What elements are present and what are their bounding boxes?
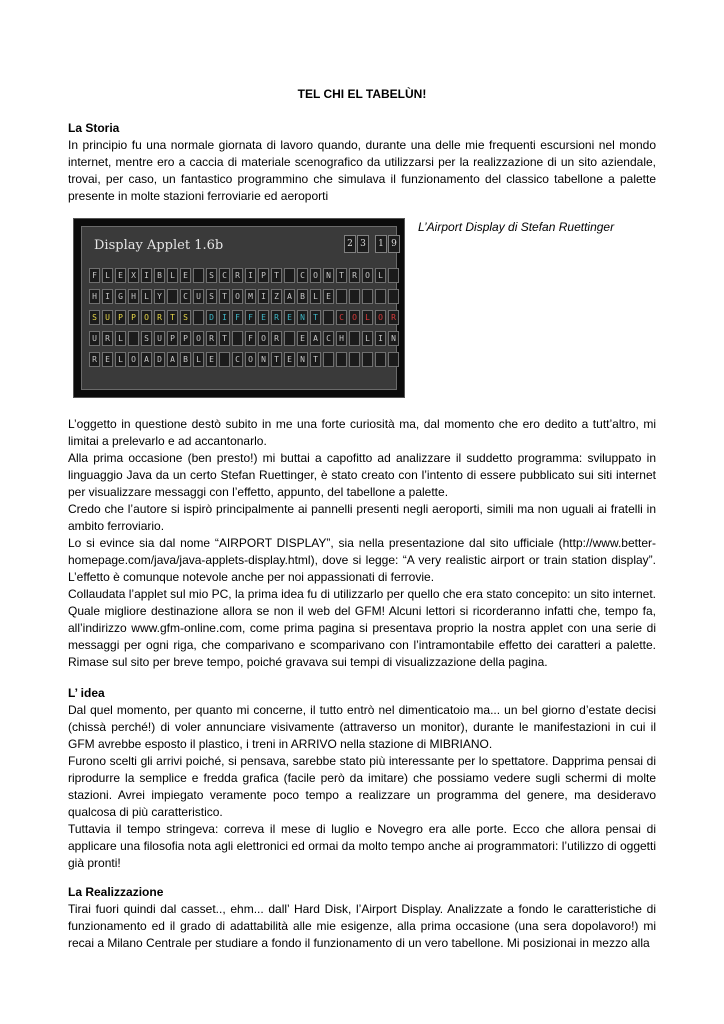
board-row: [89, 331, 401, 348]
flap-board: [89, 268, 401, 373]
flap-cell: E: [206, 352, 217, 367]
clock-digit: 2: [344, 235, 356, 253]
flap-cell: N: [388, 331, 399, 346]
flap-cell: [336, 289, 347, 304]
flap-cell: [362, 289, 373, 304]
section-idea: [68, 685, 656, 872]
flap-cell: T: [167, 310, 178, 325]
flap-cell: N: [297, 310, 308, 325]
flap-cell: B: [180, 352, 191, 367]
clock-digit: 9: [388, 235, 400, 253]
flap-cell: E: [180, 268, 191, 283]
flap-cell: I: [375, 331, 386, 346]
paragraph: Lo si evince sia dal nome “AIRPORT DISPLAY”, sia nella presentazione dal sito ufficiale (http://www.better-homepage.com/java/java-applets-display.html), dove si legge: “A very realistic airport or train station display”. L’effetto è comunque notevole anche per noi appassionati di ferrovie.: [68, 536, 656, 584]
flap-cell: R: [102, 331, 113, 346]
flap-cell: D: [154, 352, 165, 367]
flap-cell: L: [167, 268, 178, 283]
flap-cell: C: [336, 310, 347, 325]
flap-cell: B: [297, 289, 308, 304]
flap-cell: L: [375, 268, 386, 283]
flap-cell: L: [362, 331, 373, 346]
flap-cell: M: [245, 289, 256, 304]
flap-cell: C: [323, 331, 334, 346]
applet-panel: [81, 226, 397, 390]
flap-cell: N: [258, 352, 269, 367]
flap-cell: L: [115, 352, 126, 367]
flap-cell: [167, 289, 178, 304]
flap-cell: D: [206, 310, 217, 325]
flap-cell: [375, 289, 386, 304]
flap-cell: E: [102, 352, 113, 367]
paragraph: Collaudata l’applet sul mio PC, la prima idea fu di utilizzarlo per quello che era stato concepito: un sito internet. Quale migliore destinazione allora se non il web del GFM! Alcuni lettori si ricorderanno infatti che, tempo fa, all’indirizzo www.gfm-online.com, come prima pagina si presentava proprio la nostra applet con una serie di messaggi per ogni riga, che comparivano e scomparivano con l’intramontabile effetto dei caratteri a palette. Rimase sul sito per breve tempo, poiché gravava sui tempi di visualizzazione della pagina.: [68, 587, 656, 669]
flap-cell: T: [271, 268, 282, 283]
flap-cell: F: [245, 310, 256, 325]
flap-cell: F: [232, 310, 243, 325]
flap-cell: O: [193, 331, 204, 346]
flap-cell: O: [258, 331, 269, 346]
flap-cell: A: [141, 352, 152, 367]
flap-cell: T: [310, 352, 321, 367]
flap-cell: [193, 268, 204, 283]
flap-cell: P: [167, 331, 178, 346]
flap-cell: A: [310, 331, 321, 346]
flap-cell: S: [141, 331, 152, 346]
paragraph: Furono scelti gli arrivi poiché, si pensava, sarebbe stato più interessante per lo spettatore. Dapprima pensai di riprodurre la semplice e fredda grafica (facile però da imitare) che possiamo vedere sugli schermi di molte stazioni. Avrei impiegato veramente poco tempo a realizzare un programma del genere, ma desideravo qualcosa di più caratteristico.: [68, 754, 656, 819]
flap-cell: S: [89, 310, 100, 325]
flap-cell: E: [284, 310, 295, 325]
flap-cell: U: [89, 331, 100, 346]
flap-cell: [349, 289, 360, 304]
flap-cell: [362, 352, 373, 367]
document-title: TEL CHI EL TABELÙN!: [297, 87, 427, 101]
heading-idea: L’ idea: [68, 686, 105, 700]
section-realizzazione: [68, 884, 656, 952]
heading-la-realizzazione: La Realizzazione: [68, 885, 164, 899]
board-row: [89, 310, 401, 327]
flap-cell: [375, 352, 386, 367]
flap-cell: R: [89, 352, 100, 367]
flap-cell: L: [141, 289, 152, 304]
flap-cell: O: [232, 289, 243, 304]
flap-cell: O: [128, 352, 139, 367]
flap-cell: [349, 331, 360, 346]
flap-cell: U: [102, 310, 113, 325]
flap-cell: S: [206, 289, 217, 304]
flap-cell: [232, 331, 243, 346]
flap-cell: [284, 331, 295, 346]
flap-cell: N: [297, 352, 308, 367]
flap-cell: G: [115, 289, 126, 304]
flap-cell: A: [167, 352, 178, 367]
flap-cell: [323, 310, 334, 325]
flap-cell: O: [310, 268, 321, 283]
flap-cell: P: [128, 310, 139, 325]
flap-cell: H: [89, 289, 100, 304]
flap-cell: S: [206, 268, 217, 283]
flap-cell: F: [89, 268, 100, 283]
flap-cell: I: [102, 289, 113, 304]
flap-cell: [128, 331, 139, 346]
clock-digit: 1: [375, 235, 387, 253]
flap-cell: P: [115, 310, 126, 325]
flap-cell: P: [180, 331, 191, 346]
flap-cell: R: [349, 268, 360, 283]
flap-cell: [388, 352, 399, 367]
flap-cell: E: [258, 310, 269, 325]
applet-title: Display Applet 1.6b: [94, 238, 224, 253]
flap-cell: R: [154, 310, 165, 325]
flap-cell: I: [219, 310, 230, 325]
paragraph: Tirai fuori quindi dal casset.., ehm... dall’ Hard Disk, l’Airport Display. Analizzate a fondo le caratteristiche di funzionamento ed il grado di adattabilità alle mie esigenze, alla prima occasione (una sera dopolavoro!) mi recai a Milano Centrale per studiare a fondo il funzionamento di un vero tabellone. Mi posizionai in mezzo alla: [68, 902, 656, 950]
flap-cell: N: [323, 268, 334, 283]
clock-digit: 3: [357, 235, 369, 253]
flap-cell: T: [336, 268, 347, 283]
flap-cell: [193, 310, 204, 325]
flap-cell: T: [219, 289, 230, 304]
flap-cell: H: [336, 331, 347, 346]
figure-caption: L’Airport Display di Stefan Ruettinger: [418, 220, 615, 234]
flap-cell: E: [284, 352, 295, 367]
flap-cell: B: [154, 268, 165, 283]
flap-cell: L: [310, 289, 321, 304]
flap-cell: R: [271, 331, 282, 346]
flap-cell: L: [102, 268, 113, 283]
flap-cell: R: [232, 268, 243, 283]
paragraph: Tuttavia il tempo stringeva: correva il mese di luglio e Novegro era alle porte. Ecco che allora pensai di applicare una filosofia nota agli elettronici ed ormai da molto tempo anche ai programmatori: l’utilizzo di oggetti già pronti!: [68, 822, 656, 870]
flap-cell: [349, 352, 360, 367]
flap-cell: H: [128, 289, 139, 304]
applet-clock: [344, 235, 401, 253]
flap-cell: [388, 268, 399, 283]
flap-cell: T: [310, 310, 321, 325]
flap-cell: L: [362, 310, 373, 325]
flap-cell: C: [180, 289, 191, 304]
flap-cell: X: [128, 268, 139, 283]
flap-cell: C: [232, 352, 243, 367]
flap-cell: Z: [271, 289, 282, 304]
heading-la-storia: La Storia: [68, 121, 120, 135]
section-storia-body: [68, 416, 656, 671]
flap-cell: [284, 268, 295, 283]
flap-cell: [323, 352, 334, 367]
flap-cell: R: [271, 310, 282, 325]
flap-cell: Y: [154, 289, 165, 304]
flap-cell: L: [193, 352, 204, 367]
flap-cell: A: [284, 289, 295, 304]
flap-cell: C: [219, 268, 230, 283]
flap-cell: R: [206, 331, 217, 346]
flap-cell: I: [245, 268, 256, 283]
paragraph: In principio fu una normale giornata di lavoro quando, durante una delle mie frequenti escursioni nel mondo internet, mentre ero a caccia di materiale scenografico da utilizzarsi per la realizzazione di un sito aziendale, trovai, per caso, un fantastico programmino che simulava il funzionamento del classico tabellone a palette presente in molte stazioni ferroviarie ed aeroporti: [68, 138, 656, 203]
board-row: [89, 289, 401, 306]
paragraph: Dal quel momento, per quanto mi concerne, il tutto entrò nel dimenticatoio ma... un bel giorno d’estate decisi (chissà perché!) di voler annunciare visivamente (attraverso un monitor), durante le manifestazioni in cui il GFM avrebbe esposto il plastico, i treni in ARRIVO nella stazione di MIBRIANO.: [68, 703, 656, 751]
airport-display-image: [73, 218, 405, 398]
flap-cell: T: [271, 352, 282, 367]
flap-cell: [219, 352, 230, 367]
flap-cell: E: [297, 331, 308, 346]
flap-cell: R: [388, 310, 399, 325]
flap-cell: P: [258, 268, 269, 283]
flap-cell: O: [362, 268, 373, 283]
board-row: [89, 268, 401, 285]
paragraph: L’oggetto in questione destò subito in me una forte curiosità ma, dal momento che ero dedito a tutt’altro, mi limitai a prelevarlo e ad accantonarlo.: [68, 417, 656, 448]
flap-cell: O: [141, 310, 152, 325]
flap-cell: L: [115, 331, 126, 346]
section-storia-intro: [68, 120, 656, 205]
flap-cell: O: [349, 310, 360, 325]
flap-cell: U: [193, 289, 204, 304]
flap-cell: E: [115, 268, 126, 283]
flap-cell: O: [375, 310, 386, 325]
flap-cell: [388, 289, 399, 304]
flap-cell: [336, 352, 347, 367]
flap-cell: T: [219, 331, 230, 346]
flap-cell: U: [154, 331, 165, 346]
paragraph: Credo che l’autore si ispirò principalmente ai pannelli presenti negli aeroporti, simili ma non uguali ai fratelli in ambito ferroviario.: [68, 502, 656, 533]
flap-cell: O: [245, 352, 256, 367]
flap-cell: I: [258, 289, 269, 304]
flap-cell: F: [245, 331, 256, 346]
flap-cell: C: [297, 268, 308, 283]
flap-cell: S: [180, 310, 191, 325]
paragraph: Alla prima occasione (ben presto!) mi buttai a capofitto ad analizzare il suddetto programma: sviluppato in linguaggio Java da un certo Stefan Ruettinger, è stato creato con l’intento di essere pubblicato sui siti internet per visualizzare messaggi con l’effetto, appunto, del tabellone a palette.: [68, 451, 656, 499]
flap-cell: E: [323, 289, 334, 304]
flap-cell: I: [141, 268, 152, 283]
board-row: [89, 352, 401, 369]
